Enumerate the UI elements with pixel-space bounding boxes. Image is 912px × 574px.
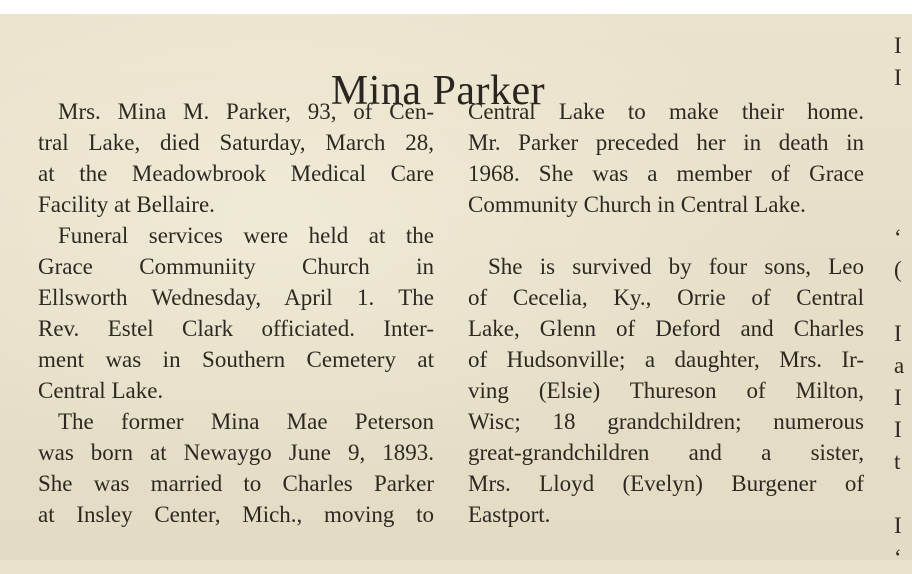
text-line: was born at Newaygo June 9, 1893. bbox=[38, 440, 434, 465]
text-line: at Insley Center, Mich., moving to bbox=[38, 502, 434, 527]
text-line: great-grandchildren and a sister, bbox=[468, 440, 864, 465]
text-line: Rev. Estel Clark officiated. Inter- bbox=[38, 316, 434, 341]
text-line: of Cecelia, Ky., Orrie of Central bbox=[468, 285, 864, 310]
text-line: Wisc; 18 grandchildren; numerous bbox=[468, 409, 864, 434]
adjacent-column-fragment bbox=[894, 30, 912, 574]
text-line: Mr. Parker preceded her in death in bbox=[468, 130, 864, 155]
edge-fragment bbox=[894, 190, 912, 222]
text-line: at the Meadowbrook Medical Care bbox=[38, 161, 434, 186]
paragraph-gap bbox=[468, 220, 864, 251]
edge-fragment bbox=[894, 478, 912, 510]
scan-top-border bbox=[0, 0, 912, 14]
right-column bbox=[468, 96, 864, 530]
text-line: Funeral services were held at the bbox=[58, 223, 434, 248]
edge-fragment: ‘ bbox=[894, 225, 902, 250]
edge-fragment: I bbox=[894, 321, 902, 346]
edge-fragment: ( bbox=[894, 257, 902, 282]
edge-fragment: t bbox=[894, 449, 901, 474]
text-line: Central Lake. bbox=[38, 378, 164, 403]
text-line: Ellsworth Wednesday, April 1. The bbox=[38, 285, 434, 310]
text-line: Central Lake to make their home. bbox=[468, 99, 864, 124]
text-line: Eastport. bbox=[468, 502, 551, 527]
edge-fragment bbox=[894, 94, 912, 126]
text-line: Lake, Glenn of Deford and Charles bbox=[468, 316, 864, 341]
text-line: She is survived by four sons, Leo bbox=[488, 254, 864, 279]
text-line: of Hudsonville; a daughter, Mrs. Ir- bbox=[468, 347, 864, 372]
edge-fragment bbox=[894, 286, 912, 318]
edge-fragment: I bbox=[894, 513, 902, 538]
edge-fragment: I bbox=[894, 33, 902, 58]
edge-fragment: ‘ bbox=[894, 545, 902, 570]
text-line: ving (Elsie) Thureson of Milton, bbox=[468, 378, 864, 403]
text-line: ment was in Southern Cemetery at bbox=[38, 347, 434, 372]
edge-fragment: I bbox=[894, 385, 902, 410]
obituary-title: Mina Parker bbox=[330, 68, 546, 115]
text-line: She was married to Charles Parker bbox=[38, 471, 434, 496]
text-line: The former Mina Mae Peterson bbox=[58, 409, 434, 434]
edge-fragment: I bbox=[894, 65, 902, 90]
text-line: Mrs. Lloyd (Evelyn) Burgener of bbox=[468, 471, 864, 496]
text-line: tral Lake, died Saturday, March 28, bbox=[38, 130, 434, 155]
edge-fragment: a bbox=[894, 353, 905, 378]
left-column bbox=[38, 96, 434, 530]
text-line: Grace Communiity Church in bbox=[38, 254, 434, 279]
text-line: Community Church in Central Lake. bbox=[468, 192, 806, 217]
edge-fragment: I bbox=[894, 417, 902, 442]
text-line: Mrs. Mina M. Parker, 93, of Cen- bbox=[58, 99, 434, 124]
text-line: 1968. She was a member of Grace bbox=[468, 161, 864, 186]
text-line: Facility at Bellaire. bbox=[38, 192, 215, 217]
edge-fragment bbox=[894, 158, 912, 190]
edge-fragment bbox=[894, 126, 912, 158]
